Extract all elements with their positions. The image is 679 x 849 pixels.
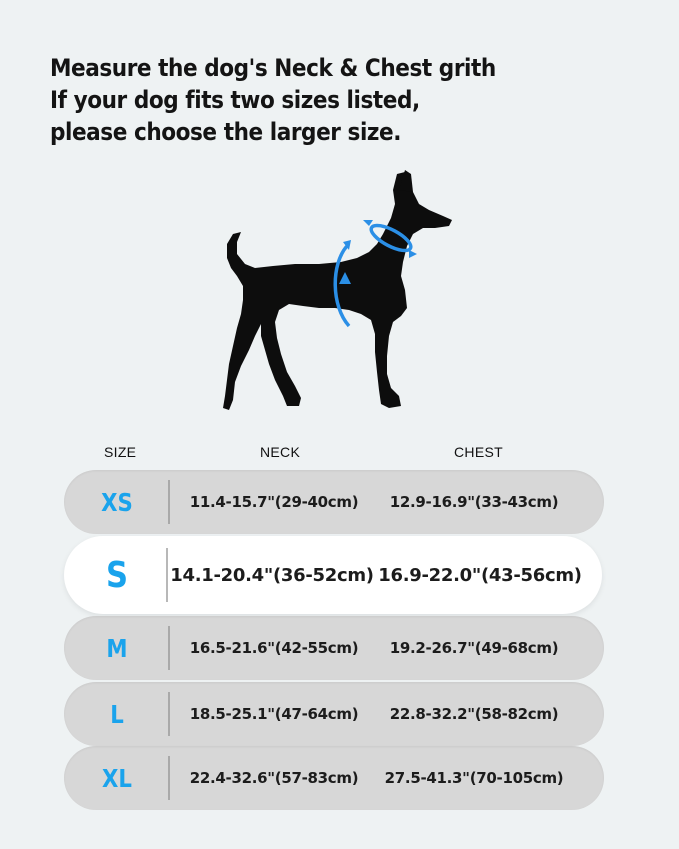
neck-range: 18.5-25.1"(47-64cm) [189, 705, 359, 723]
size-row-xl [64, 746, 604, 810]
dog-silhouette-icon [215, 168, 465, 418]
row-divider [166, 548, 168, 602]
row-divider [168, 626, 170, 670]
row-divider [168, 692, 170, 736]
row-divider [168, 756, 170, 800]
chest-range: 16.9-22.0"(43-56cm) [378, 564, 582, 586]
size-row-s [64, 536, 602, 614]
size-label: XL [102, 763, 132, 793]
chest-range: 19.2-26.7"(49-68cm) [389, 639, 559, 657]
neck-range: 22.4-32.6"(57-83cm) [189, 769, 359, 787]
heading-line-1: Measure the dog's Neck & Chest grith [50, 54, 496, 82]
neck-range: 16.5-21.6"(42-55cm) [189, 639, 359, 657]
neck-range: 11.4-15.7"(29-40cm) [189, 493, 359, 511]
heading-line-3: please choose the larger size. [50, 118, 401, 146]
heading-line-2: If your dog fits two sizes listed, [50, 86, 420, 114]
chest-range: 27.5-41.3"(70-105cm) [384, 769, 564, 787]
size-label: XS [101, 487, 133, 517]
size-row-xs [64, 470, 604, 534]
column-header-neck: NECK [260, 444, 301, 460]
chest-range: 22.8-32.2"(58-82cm) [389, 705, 559, 723]
size-label: L [110, 699, 124, 729]
column-header-size: SIZE [104, 444, 137, 460]
size-row-l [64, 682, 604, 746]
chest-range: 12.9-16.9"(33-43cm) [389, 493, 559, 511]
instructions-heading [50, 52, 496, 148]
size-row-m [64, 616, 604, 680]
size-label: M [106, 633, 128, 663]
row-divider [168, 480, 170, 524]
column-header-chest: CHEST [454, 444, 503, 460]
neck-range: 14.1-20.4"(36-52cm) [170, 564, 374, 586]
size-label: S [105, 554, 129, 596]
